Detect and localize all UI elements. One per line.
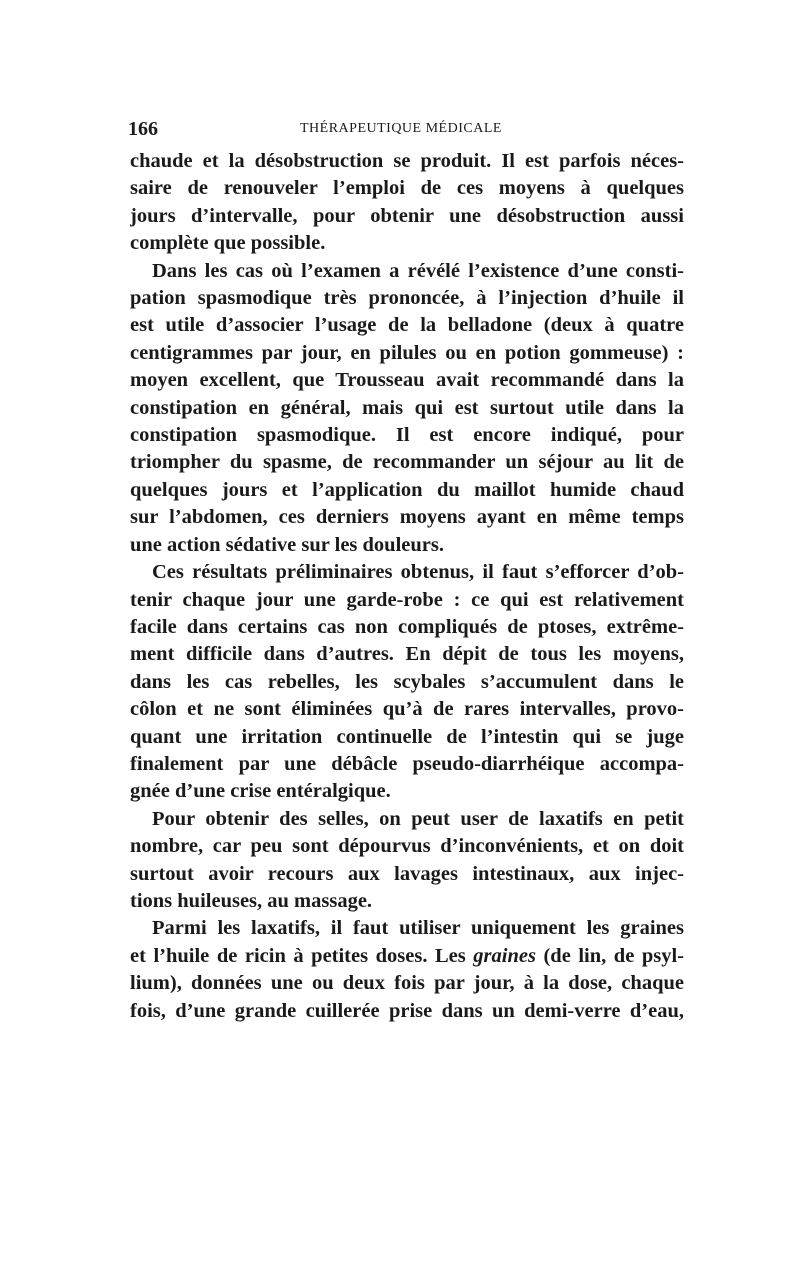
text-line: [130, 943, 684, 970]
text-line: quelques jours et l’application du maillot humide chaud: [130, 478, 684, 501]
text-line: tions huileuses, au massage.: [130, 889, 373, 912]
text-line: est utile d’associer l’usage de la belladone (deux à quatre: [130, 314, 684, 337]
text-line: pation spasmodique très prononcée, à l’injection d’huile il: [130, 287, 684, 310]
page-number: 166: [128, 118, 158, 140]
book-page: [130, 118, 684, 1025]
text-line: triompher du spasme, de recommander un séjour au lit de: [130, 451, 684, 474]
text-line: saire de renouveler l’emploi de ces moyens à quelques: [130, 177, 684, 200]
body-text: [130, 148, 684, 1025]
text-line: gnée d’une crise entéralgique.: [130, 780, 391, 803]
text-line: chaude et la désobstruction se produit. Il est parfois néces-: [130, 150, 684, 172]
text-line: jours d’intervalle, pour obtenir une désobstruction aussi: [130, 204, 684, 227]
text-line: moyen excellent, que Trousseau avait recommandé dans la: [130, 369, 684, 392]
text-line: quant une irritation continuelle de l’intestin qui se juge: [130, 725, 684, 748]
text-line: facile dans certains cas non compliqués de ptoses, extrême-: [130, 615, 684, 638]
text-fragment: et l’huile de ricin à petites doses. Les: [130, 944, 474, 967]
text-line: sur l’abdomen, ces derniers moyens ayant en même temps: [130, 506, 684, 529]
text-line: Dans les cas où l’examen a révélé l’existence d’une consti-: [152, 259, 684, 282]
text-fragment: (de lin, de psyl-: [535, 944, 684, 967]
text-line: une action sédative sur les douleurs.: [130, 533, 444, 556]
text-line: ment difficile dans d’autres. En dépit de tous les moyens,: [130, 643, 684, 666]
text-line: nombre, car peu sont dépourvus d’inconvénients, et on doit: [130, 835, 684, 858]
text-line: Pour obtenir des selles, on peut user de laxatifs en petit: [152, 807, 684, 830]
text-line: lium), données une ou deux fois par jour, à la dose, chaque: [130, 972, 684, 995]
paragraph: [130, 148, 684, 258]
text-line: complète que possible.: [130, 232, 326, 255]
running-head: [130, 118, 684, 146]
text-line: Parmi les laxatifs, il faut utiliser uniquement les graines: [152, 917, 684, 940]
text-line: constipation spasmodique. Il est encore indiqué, pour: [130, 424, 684, 447]
paragraph: [130, 915, 684, 1025]
text-line: tenir chaque jour une garde-robe : ce qui est relativement: [130, 588, 684, 611]
text-line: côlon et ne sont éliminées qu’à de rares intervalles, provo-: [130, 698, 684, 721]
text-line: fois, d’une grande cuillerée prise dans un demi-verre d’eau,: [130, 999, 684, 1022]
text-line: centigrammes par jour, en pilules ou en potion gommeuse) :: [130, 341, 684, 364]
text-line: dans les cas rebelles, les scybales s’accumulent dans le: [130, 670, 684, 693]
text-line: constipation en général, mais qui est surtout utile dans la: [130, 396, 684, 419]
italic-term: graines: [473, 944, 536, 967]
text-line: finalement par une débâcle pseudo-diarrhéique accompa-: [130, 752, 684, 775]
paragraph: [130, 806, 684, 916]
running-title: THÉRAPEUTIQUE MÉDICALE: [300, 121, 502, 136]
text-line: surtout avoir recours aux lavages intestinaux, aux injec-: [130, 862, 684, 885]
text-line: Ces résultats préliminaires obtenus, il faut s’efforcer d’ob-: [152, 561, 684, 584]
paragraph: [130, 258, 684, 559]
paragraph: [130, 559, 684, 806]
